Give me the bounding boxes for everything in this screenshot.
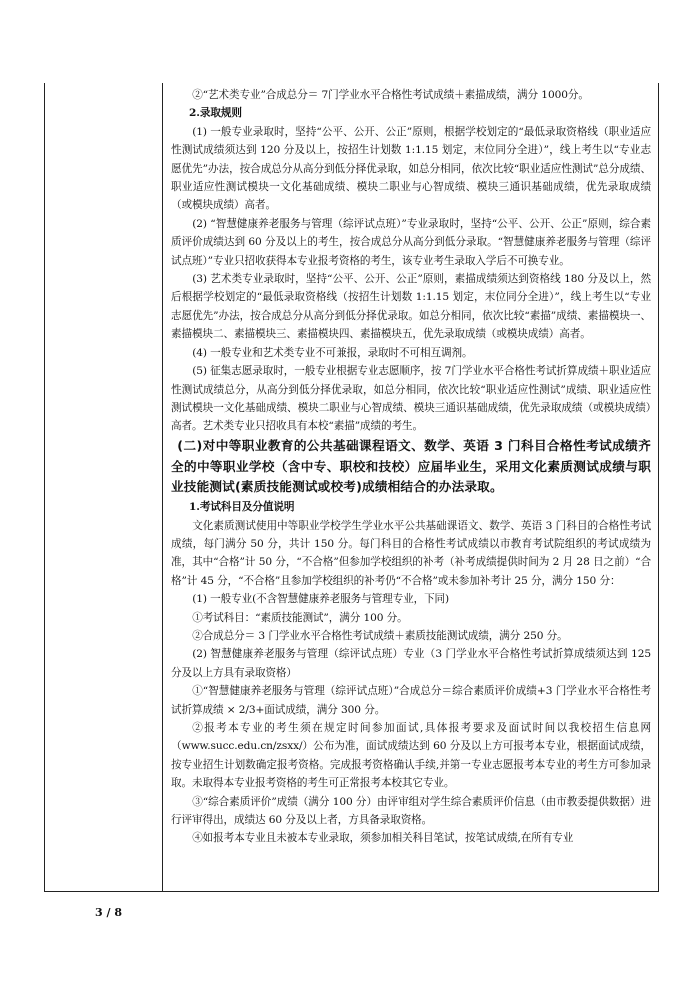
table-content-cell	[171, 86, 651, 891]
general-exam-subject: ①考试科目：“素质技能测试”，满分 100 分。	[192, 611, 408, 624]
rule-smart-elderly-care: (2) “智慧健康养老服务与管理（综评试点班）”专业录取时，坚持“公平、公开、公正”原则，综合素质评价成绩达到 60 分及以上的考生，按合成总分从高分到低分录取。“智慧健康养老服务与管理（综评试点班）”专业只招收获得本专业报考资格的考生，该专业考生录取入学后不可换专业。	[171, 217, 651, 267]
smart-elderly-care-heading: (2) 智慧健康养老服务与管理（综评试点班）专业（3 门学业水平合格性考试折算成绩须达到 125 分及以上方具有录取资格）	[171, 648, 651, 679]
art-total-score-formula: ②“艺术类专业”合成总分＝ 7门学业水平合格性考试成绩＋素描成绩，满分 1000分。	[192, 89, 589, 101]
general-total-score-formula: ②合成总分＝ 3 门学业水平合格性考试成绩＋素质技能测试成绩，满分 250 分。	[192, 629, 568, 642]
general-majors-heading: (1) 一般专业(不含智慧健康养老服务与管理专业，下同)	[192, 593, 450, 606]
page-number: 3 / 8	[95, 906, 122, 919]
written-exam-note: ④如报考本专业且未被本专业录取，须参加相关科目笔试，按笔试成绩,在所有专业	[192, 832, 574, 845]
section-heading-exam-subjects: 1.考试科目及分值说明	[189, 501, 295, 514]
smart-elderly-care-score-formula: ①“智慧健康养老服务与管理（综评试点班）”合成总分＝综合素质评价成绩+3 门学业水平合格性考试折算成绩 × 2/3+面试成绩，满分 300 分。	[171, 685, 651, 716]
rule-no-dual-application: (4) 一般专业和艺术类专业不可兼报，录取时不可相互调剂。	[192, 346, 473, 359]
table-left-column	[45, 83, 163, 891]
interview-requirement: ②报考本专业的考生须在规定时间参加面试,具体报考要求及面试时间以我校招生信息网（www.succ.edu.cn/zsxx/）公布为准，面试成绩达到 60 分及以上方可报考本专业，根据面试成绩，按专业招生计划数确定报考资格。完成报考资格确认手续,并第一专业志愿报考本专业的考生方可参加录取。未取得本专业报考资格的考生可正常报考本校其它专业。	[171, 721, 651, 790]
document-table	[44, 83, 659, 892]
comprehensive-evaluation-note: ③“综合素质评价”成绩（满分 100 分）由评审组对学生综合素质评价信息（由市教委提供数据）进行评审得出，成绩达 60 分及以上者，方具备录取资格。	[171, 795, 651, 827]
cultural-quality-test-description: 文化素质测试使用中等职业学校学生学业水平公共基础课语文、数学、英语 3 门科目的合格性考试成绩，每门满分 50 分，共计 150 分。每门科目的合格性考试成绩以市教育考试院组织的考试成绩为准，其中“合格”计 50 分，“不合格”但参加学校组织的补考（补考成绩提供时间为 2 月 28 日之前）“合格”计 45 分，“不合格”且参加学校组织的补考仍“不合格”或未参加补考计 25 分，满分 150 分：	[171, 519, 651, 587]
section-heading-vocational-graduates: (二)对中等职业教育的公共基础课程语文、数学、英语 3 门科目合格性考试成绩齐全的中等职业学校（含中专、职校和技校）应届毕业生，采用文化素质测试成绩与职业技能测试(素质技能测试或校考)成绩相结合的办法录取。	[171, 437, 651, 495]
rule-general-majors: (1) 一般专业录取时，坚持“公平、公开、公正”原则，根据学校划定的“最低录取资格线（职业适应性测试成绩须达到 120 分及以上，按招生计划数 1:1.15 划定，末位同分全进）”，线上考生以“专业志愿优先”办法，按合成总分从高分到低分择优录取，如总分相同，依次比较“职业适应性测试”总分成绩、职业适应性测试模块一文化基础成绩、模块二职业与心智成绩、模块三通识基础成绩，优先录取成绩（或模块成绩）高者。	[171, 125, 651, 212]
rule-art-majors: (3) 艺术类专业录取时，坚持“公平、公开、公正”原则，素描成绩须达到资格线 180 分及以上，然后根据学校划定的“最低录取资格线（按招生计划数 1:1.15 划定，末位同分全进）”，线上考生以“专业志愿优先”办法，按合成总分从高分到低分择优录取。如总分相同，依次比较“素描”成绩、素描模块一、素描模块二、素描模块三、素描模块四、素描模块五，优先录取成绩（或模块成绩）高者。	[171, 273, 651, 341]
section-heading-admission-rules: 2.录取规则	[189, 107, 242, 120]
rule-supplementary-admission: (5) 征集志愿录取时，一般专业根据专业志愿顺序，按 7门学业水平合格性考试折算成绩＋职业适应性测试成绩总分，从高分到低分择优录取，如总分相同，依次比较“职业适应性测试”成绩、职业适应性测试模块一文化基础成绩、模块二职业与心智成绩、模块三通识基础成绩，优先录取成绩（或模块成绩）高者。艺术类专业只招收具有本校“素描”成绩的考生。	[171, 365, 651, 433]
